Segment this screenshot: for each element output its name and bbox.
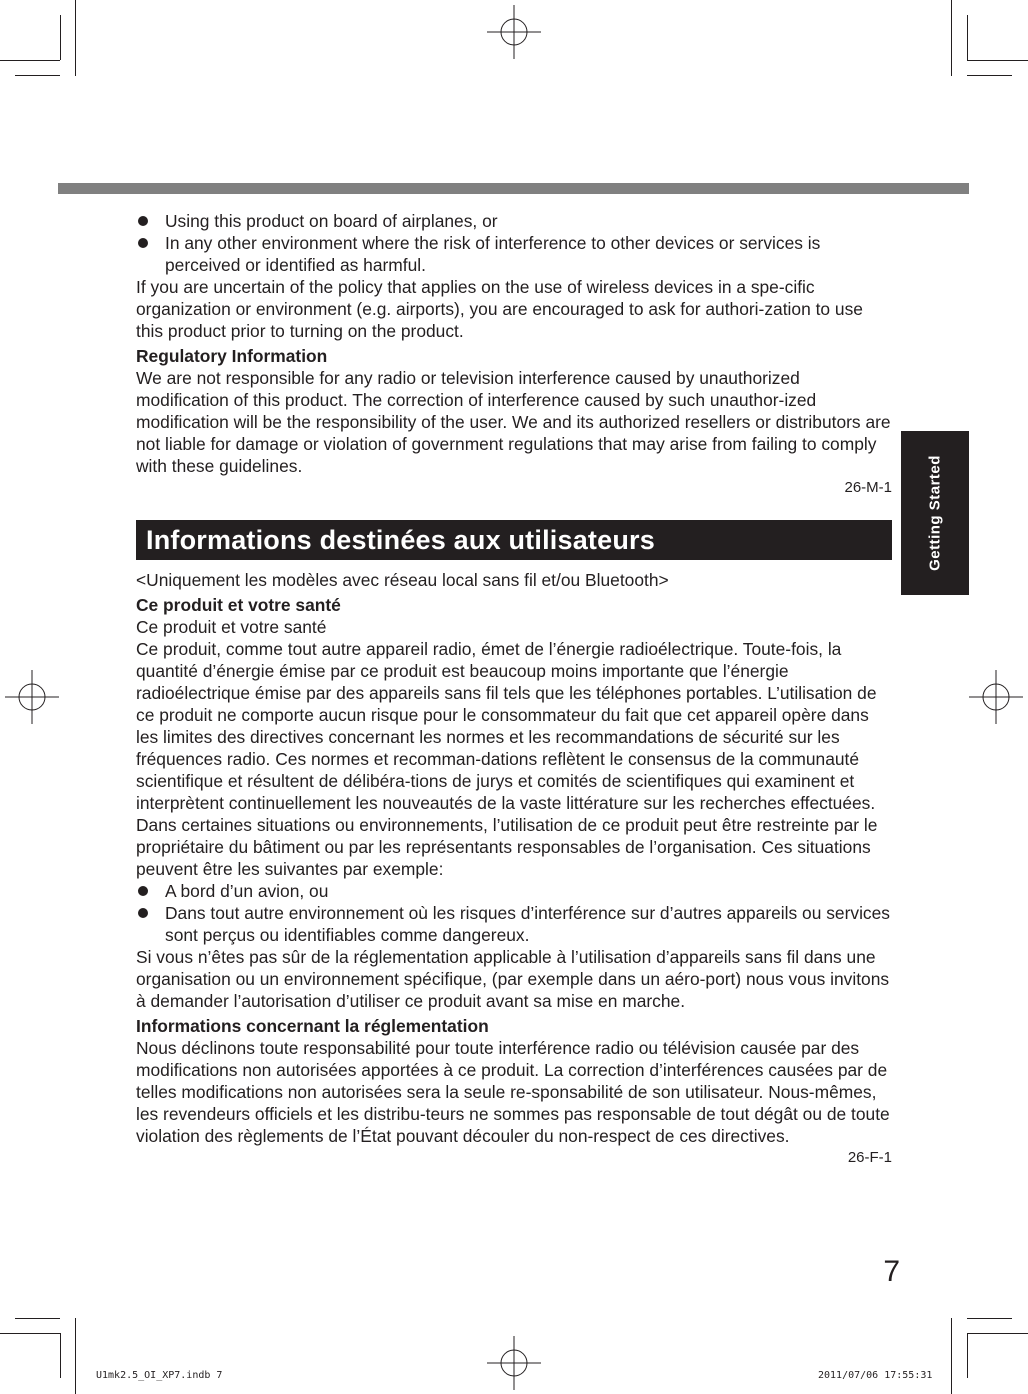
crop-mark (951, 0, 952, 76)
regulatory-heading: Regulatory Information (136, 346, 328, 366)
chapter-tab-label: Getting Started (926, 455, 944, 571)
registration-mark-icon (487, 1336, 541, 1390)
list-item (136, 880, 892, 902)
crop-mark (15, 1318, 60, 1319)
regulation-heading: Informations concernant la réglementation (136, 1016, 489, 1036)
health-heading: Ce produit et votre santé (136, 595, 341, 615)
crop-mark (60, 1333, 61, 1378)
list-item (136, 232, 892, 276)
section-code: 26-M-1 (844, 479, 892, 496)
registration-mark-icon (5, 670, 59, 724)
crop-mark (967, 60, 1028, 61)
section-code: 26-F-1 (847, 1149, 892, 1166)
crop-mark (0, 1333, 60, 1334)
crop-mark (15, 75, 60, 76)
list-item-text: Using this product on board of airplanes, or (165, 211, 498, 231)
page-number: 7 (883, 1255, 900, 1288)
list-item (136, 902, 892, 946)
slug-file: U1mk2.5_OI_XP7.indb 7 (96, 1370, 223, 1381)
regulation-paragraph: Nous déclinons toute responsabilité pour toute interférence radio ou télévision causée par des modifications non autorisées apportées à ce produit. La correction d’interférences causées par de telles modifications non autorisées sera la seule re-sponsabilité de son utilisateur. Nous-mêmes, les revendeurs officiels et les distribu-teurs ne sommes pas responsable de tout dégât ou de toute violation des règlements de l’État pouvant découler du non-respect de ces directives. (136, 1038, 890, 1146)
list-item-text: Dans tout autre environnement où les risques d’interférence sur d’autres appareils ou services sont perçus ou identifiables comme dangereux. (165, 903, 890, 945)
health-paragraph: Ce produit, comme tout autre appareil radio, émet de l’énergie radioélectrique. Toute-fois, la quantité d’énergie émise par ce produit est beaucoup moins importante que l’énergie radioélectrique émise par des appareils sans fil tels que les téléphones portables. L’utilisation de ce produit ne comporte aucun risque pour le consommateur du fait que cet appareil opère dans les limites des directives concernant les normes et les recommandations de sécurité sur les fréquences radio. Ces normes et recomman-dations reflètent le consensus de la communauté scientifique et résultent de délibéra-tions de jurys et comités de scientifiques qui examinent et interprètent continuellement les nouveautés de la vaste littérature sur les recherches effectuées. Dans certaines situations ou environnements, l’utilisation de ce produit peut être restreinte par le propriétaire du bâtiment ou par les représentants responsables de l’organisation. Ces situations peuvent être les suivantes par exemple: (136, 639, 878, 879)
bullet-icon (138, 908, 148, 918)
health-subtitle: Ce produit et votre santé (136, 617, 327, 637)
slug-timestamp: 2011/07/06 17:55:31 (818, 1370, 933, 1381)
section-title: Informations destinées aux utilisateurs (136, 520, 892, 560)
chapter-tab (901, 431, 969, 595)
header-rule (58, 183, 969, 194)
list-item-text: In any other environment where the risk of interference to other devices or services is perceived or identified as harmful. (165, 233, 821, 275)
bullet-icon (138, 216, 148, 226)
crop-mark (75, 1318, 76, 1394)
scope-note: <Uniquement les modèles avec réseau local sans fil et/ou Bluetooth> (136, 570, 669, 590)
list-item (136, 210, 892, 232)
crop-mark (967, 75, 1012, 76)
bullet-icon (138, 238, 148, 248)
registration-mark-icon (487, 5, 541, 59)
crop-mark (75, 0, 76, 76)
page-body (136, 210, 892, 1169)
crop-mark (967, 1318, 1012, 1319)
regulatory-paragraph: We are not responsible for any radio or television interference caused by unauthorized modification of this product. The correction of interference caused by such unauthor-ized modification will be the responsibility of the user. We and its authorized resellers or distributors are not liable for damage or violation of government regulations that may arise from failing to comply with these guidelines. (136, 368, 891, 476)
crop-mark (967, 1333, 1028, 1334)
crop-mark (951, 1318, 952, 1394)
list-item-text: A bord d’un avion, ou (165, 881, 329, 901)
registration-mark-icon (969, 670, 1023, 724)
crop-mark (0, 60, 60, 61)
policy-paragraph: If you are uncertain of the policy that applies on the use of wireless devices in a spe-cific organization or environment (e.g. airports), you are encouraged to ask for authori-zation to use this product prior to turning on the product. (136, 277, 863, 341)
uncertain-paragraph: Si vous n’êtes pas sûr de la réglementation applicable à l’utilisation d’appareils sans fil dans une organisation ou un environnement spécifique, (par exemple dans un aéro-port) nous vous invitons à demander l’autorisation d’utiliser ce produit avant sa mise en marche. (136, 947, 890, 1011)
bullet-icon (138, 886, 148, 896)
crop-mark (60, 15, 61, 60)
crop-mark (967, 1333, 968, 1378)
crop-mark (967, 15, 968, 60)
